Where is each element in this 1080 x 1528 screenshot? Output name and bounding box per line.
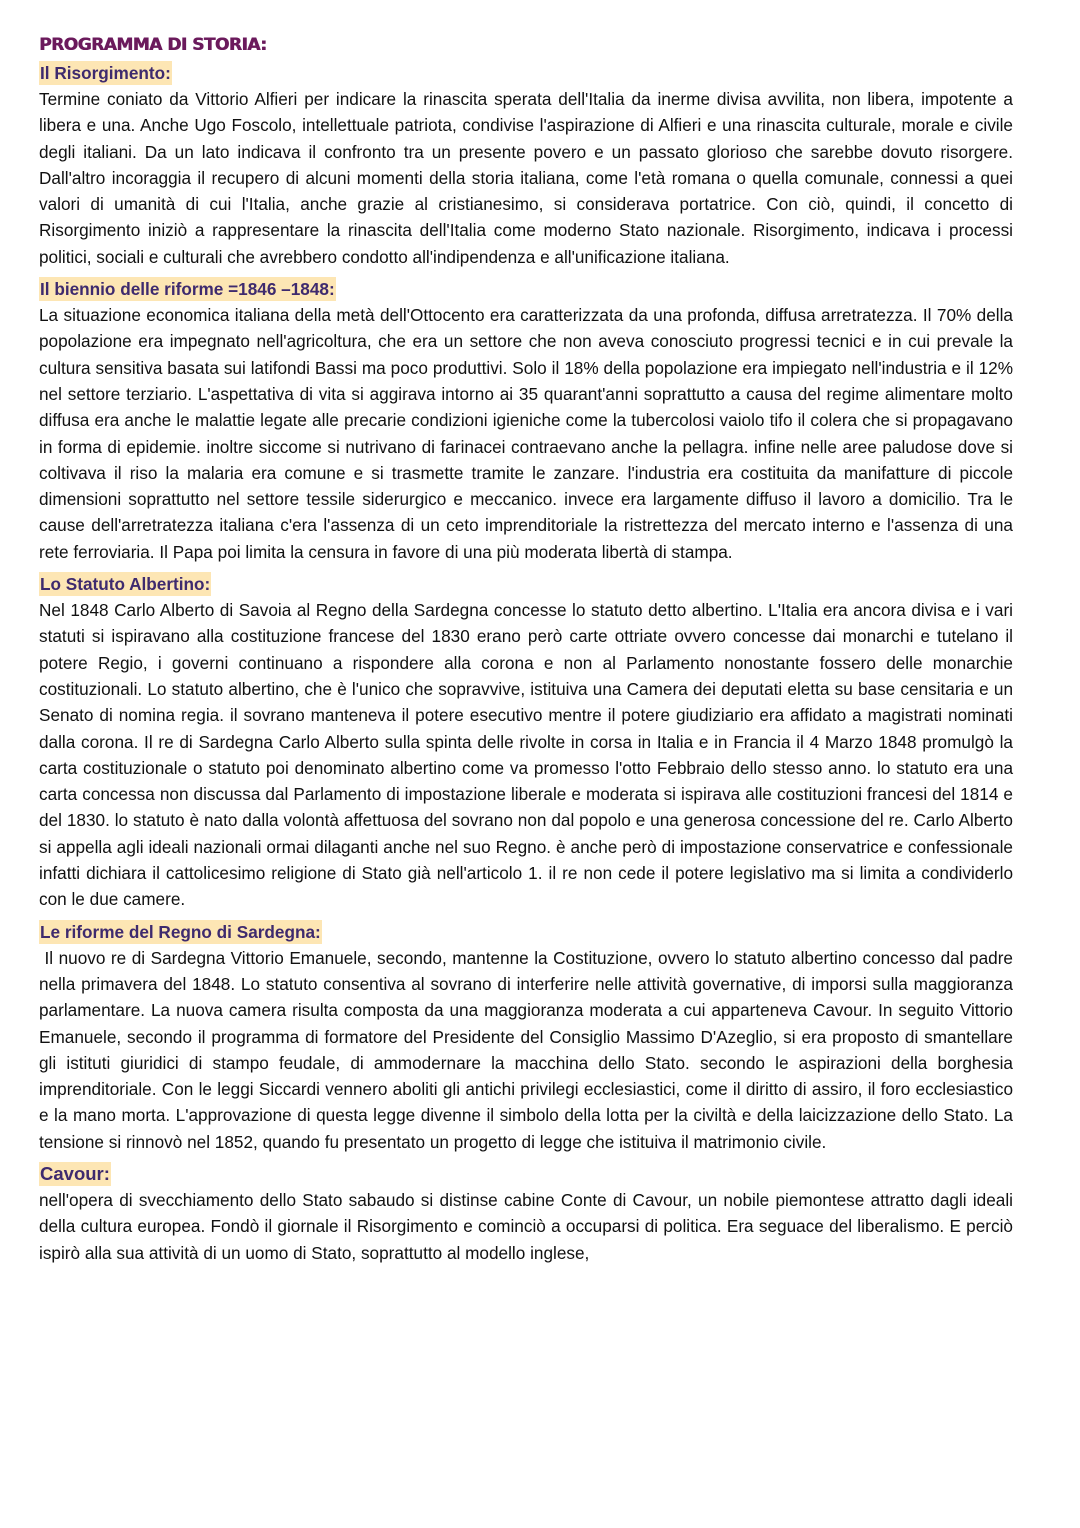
document-page — [39, 34, 1013, 1272]
section-biennio-riforme — [39, 276, 1013, 565]
section-heading: Cavour: — [40, 1162, 110, 1184]
section-riforme-sardegna — [39, 919, 1013, 1155]
section-heading: Lo Statuto Albertino: — [40, 574, 211, 595]
section-paragraph: Il nuovo re di Sardegna Vittorio Emanuele, secondo, mantenne la Costituzione, ovvero lo statuto albertino concesso dal padre nella primavera del 1848. Lo statuto consentiva al sovrano di interferire nelle attività governative, di imporsi sulla maggioranza parlamentare. La nuova camera risulta composta da una maggioranza moderata a cui apparteneva Cavour. In seguito Vittorio Emanuele, secondo il programma di formatore del Presidente del Consiglio Massimo D'Azeglio, si era proposto di smantellare gli istituti giuridici di stampo feudale, di ammodernare la macchina dello Stato. secondo le aspirazioni della borghesia imprenditoriale. Con le leggi Siccardi vennero aboliti gli antichi privilegi ecclesiastici, come il diritto di assiro, il foro ecclesiastico e la mano morta. L'approvazione di questa legge divenne il simbolo della lotta per la civiltà e della laicizzazione dello Stato. La tensione si rinnovò nel 1852, quando fu presentato un progetto di legge che istituiva il matrimonio civile. — [39, 947, 1013, 1152]
section-paragraph: La situazione economica italiana della metà dell'Ottocento era caratterizzata da una profonda, diffusa arretratezza. Il 70% della popolazione era impegnato nell'agricoltura, che era un settore che non aveva conosciuto progressi tecnici e in cui prevale la cultura sensitiva basata sui latifondi Bassi ma poco produttivi. Solo il 18% della popolazione era impiegato nell'industria e il 12% nel settore terziario. L'aspettativa di vita si aggirava intorno ai 35 quarant'anni soprattutto a causa del regime alimentare molto diffusa era anche le malattie legate alle precarie condizioni igieniche come la tubercolosi vaiolo tifo il colera che si propagavano in forma di epidemie. inoltre siccome si nutrivano di farinacei contraevano anche la pellagra. infine nelle aree paludose dove si coltivava il riso la malaria era comune e si trasmette tramite le zanzare. l'industria era costituita da manifatture di piccole dimensioni soprattutto nel settore tessile siderurgico e meccanico. invece era largamente diffuso il lavoro a domicilio. Tra le cause dell'arretratezza italiana c'era l'assenza di un ceto imprenditoriale la ristrettezza del mercato interno e l'assenza di una rete ferroviaria. Il Papa poi limita la censura in favore di una più moderata libertà di stampa. — [39, 305, 1013, 562]
section-heading: Il Risorgimento: — [40, 63, 171, 83]
section-cavour — [39, 1161, 1013, 1266]
section-heading: Il biennio delle riforme =1846 –1848: — [40, 279, 335, 300]
section-risorgimento — [39, 60, 1013, 270]
section-paragraph: Termine coniato da Vittorio Alfieri per indicare la rinascita sperata dell'Italia da inerme divisa avvilita, non libera, impotente a libera e una. Anche Ugo Foscolo, intellettuale patriota, condivise l'aspirazione di Alfieri e una rinascita culturale, morale e civile degli italiani. Da un lato indicava il confronto tra un presente povero e un passato glorioso che sarebbe dovuto risorgere. Dall'altro incoraggia il recupero di alcuni momenti della storia italiana, come l'età romana o quella comunale, connessi a quei valori di umanità di cui l'Italia, anche grazie al cristianesimo, si considerava portatrice. Con ciò, quindi, il concetto di Risorgimento iniziò a rappresentare la rinascita dell'Italia come moderno Stato nazionale. Risorgimento, indicava i processi politici, sociali e culturali che avrebbero condotto all'indipendenza e all'unificazione italiana. — [39, 89, 1013, 267]
section-paragraph: Nel 1848 Carlo Alberto di Savoia al Regno della Sardegna concesse lo statuto detto albertino. L'Italia era ancora divisa e i vari statuti si ispiravano alla costituzione francese del 1830 erano però carte ottriate ovvero concesse dai monarchi e tutelano il potere Regio, i governi continuano a rispondere alla corona e non al Parlamento nonostante fossero delle monarchie costituzionali. Lo statuto albertino, che è l'unico che sopravvive, istituiva una Camera dei deputati eletta su base censitaria e un Senato di nomina regia. il sovrano manteneva il potere esecutivo mentre il potere giudiziario era affidato a magistrati nominati dalla corona. Il re di Sardegna Carlo Alberto sulla spinta delle rivolte in corsa in Italia e in Francia il 4 Marzo 1848 promulgò la carta costituzionale o statuto poi denominato albertino come va promesso l'otto Febbraio dello stesso anno. lo statuto era una carta concessa non discussa dal Parlamento di impostazione liberale e moderata si ispirava alle costituzioni francesi del 1814 e del 1830. lo statuto è nato dalla volontà affettuosa del sovrano non dal popolo e una generosa concessione del re. Carlo Alberto si appella agli ideali nazionali ormai dilaganti anche nel suo Regno. è anche però di impostazione conservatrice e confessionale infatti dichiara il cattolicesimo religione di Stato già nell'articolo 1. il re non cede il potere legislativo ma si limita a condividerlo con le due camere. — [39, 600, 1013, 910]
section-heading: Le riforme del Regno di Sardegna: — [40, 921, 321, 942]
section-statuto-albertino — [39, 571, 1013, 913]
section-paragraph: nell'opera di svecchiamento dello Stato sabaudo si distinse cabine Conte di Cavour, un nobile piemontese attratto dagli ideali della cultura europea. Fondò il giornale il Risorgimento e cominciò a occuparsi di politica. Era seguace del liberalismo. E perciò ispirò alla sua attività di un uomo di Stato, soprattutto al modello inglese, — [39, 1189, 1013, 1263]
document-title: PROGRAMMA DI STORIA: — [39, 35, 267, 55]
